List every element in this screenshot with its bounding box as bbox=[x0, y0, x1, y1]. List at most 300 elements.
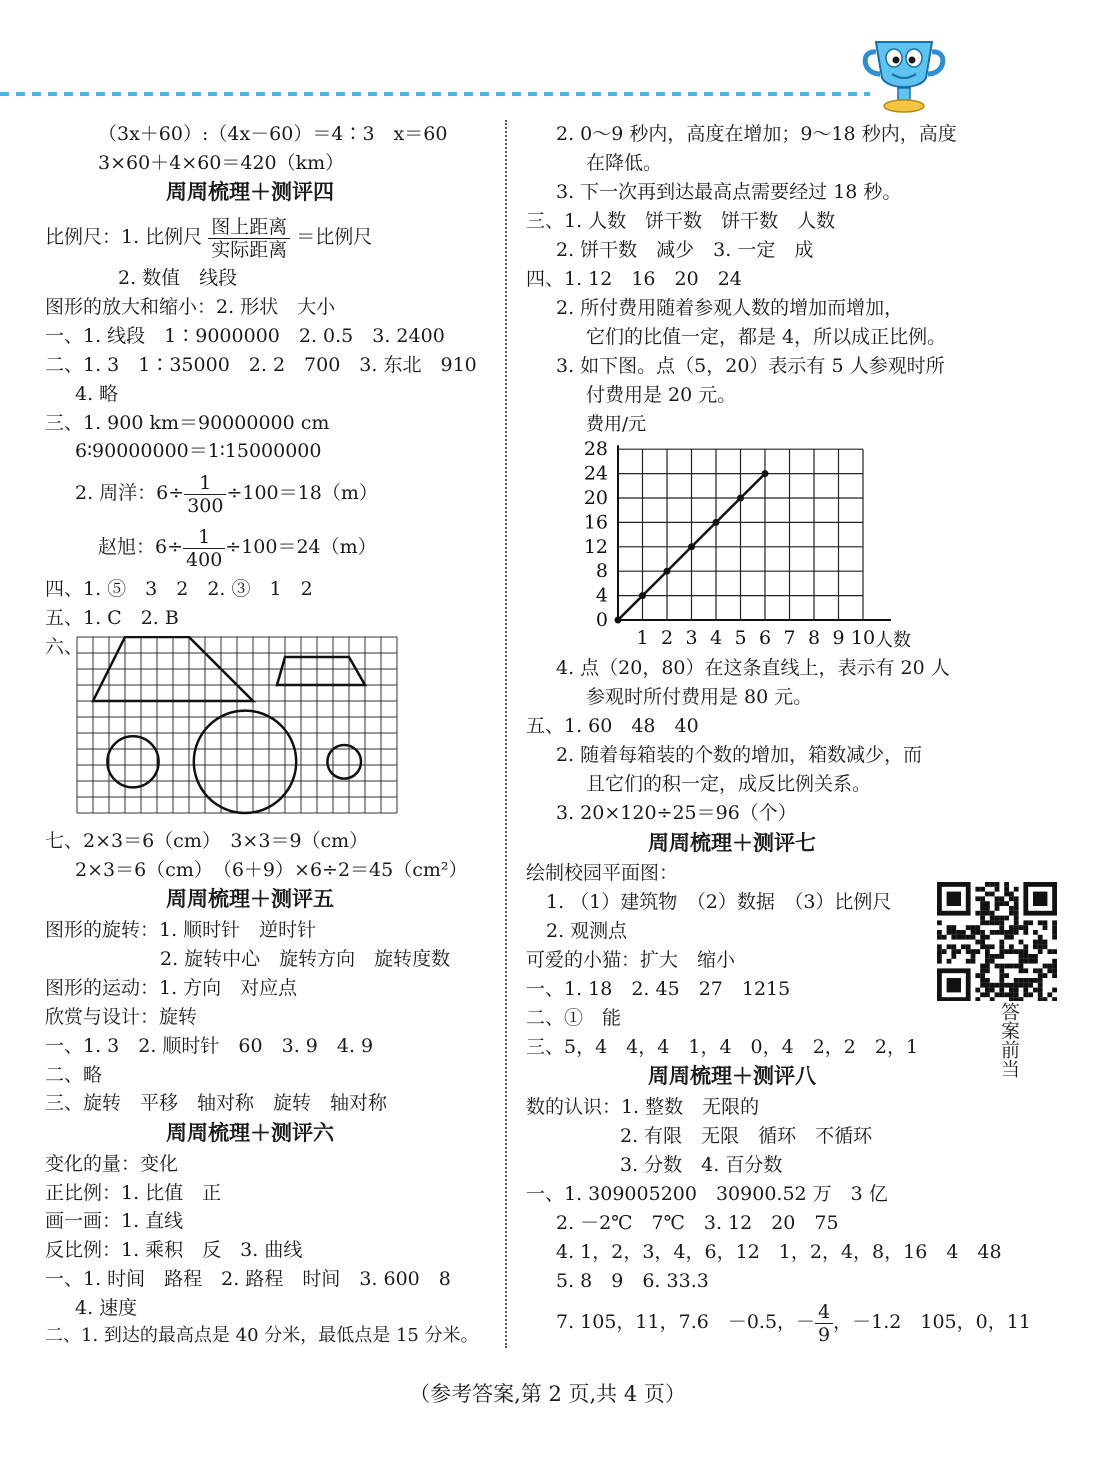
right-line-s8f: 4. 1，2，3，4，6，12 1，2，4，8，16 4 48 bbox=[556, 1241, 1002, 1263]
chart-data-point bbox=[762, 470, 769, 477]
qr-module bbox=[1038, 944, 1043, 949]
qr-module bbox=[1028, 983, 1033, 988]
qr-module bbox=[1009, 988, 1014, 993]
qr-module bbox=[951, 954, 956, 959]
left-line-s5e: 一、1. 3 2. 顺时针 60 3. 9 4. 9 bbox=[45, 1035, 374, 1057]
qr-module bbox=[1043, 997, 1048, 1001]
fraction-scale: $\frac{\text{图上距离}}{\text{实际距离}}$ bbox=[208, 216, 290, 261]
left-line-2: 3×60＋4×60＝420（km） bbox=[98, 152, 345, 174]
right-line-3: 3. 下一次再到达最高点需要经过 18 秒。 bbox=[556, 181, 902, 203]
qr-finder bbox=[947, 892, 961, 906]
qr-module bbox=[999, 916, 1004, 921]
qr-module bbox=[999, 925, 1004, 930]
qr-finder bbox=[947, 978, 961, 992]
chart-x-tick-label: 1 bbox=[636, 627, 649, 649]
qr-module bbox=[1023, 978, 1028, 983]
qr-module bbox=[1019, 968, 1024, 973]
right-line-13: 五、1. 60 48 40 bbox=[526, 715, 699, 737]
right-line-12: 参观时所付费用是 80 元。 bbox=[586, 686, 813, 708]
right-line-s7a: 绘制校园平面图： bbox=[526, 862, 679, 884]
qr-module bbox=[999, 983, 1004, 988]
left-line-s5c: 图形的运动：1. 方向 对应点 bbox=[45, 977, 298, 999]
qr-module bbox=[966, 944, 971, 949]
right-line-s7e: 一、1. 18 2. 45 27 1215 bbox=[526, 978, 791, 1000]
qr-module bbox=[995, 964, 1000, 969]
qr-module bbox=[1038, 983, 1043, 988]
qr-module bbox=[980, 992, 985, 997]
chart-data-point bbox=[688, 543, 695, 550]
qr-module bbox=[985, 992, 990, 997]
qr-module bbox=[961, 944, 966, 949]
qr-module bbox=[995, 992, 1000, 997]
qr-module bbox=[1004, 973, 1009, 978]
qr-module bbox=[1019, 925, 1024, 930]
chart-y-tick-label: 20 bbox=[583, 487, 608, 509]
qr-module bbox=[1047, 949, 1052, 954]
qr-module bbox=[1023, 920, 1028, 925]
qr-module bbox=[1014, 997, 1019, 1001]
qr-module bbox=[1009, 896, 1014, 901]
qr-module bbox=[937, 935, 942, 940]
qr-module bbox=[1028, 992, 1033, 997]
qr-module bbox=[947, 959, 952, 964]
qr-module bbox=[947, 944, 952, 949]
qr-module bbox=[985, 968, 990, 973]
qr-module bbox=[1009, 983, 1014, 988]
qr-module bbox=[1028, 920, 1033, 925]
qr-module bbox=[1014, 983, 1019, 988]
chart-x-tick-label: 7 bbox=[783, 627, 796, 649]
qr-module bbox=[1009, 944, 1014, 949]
qr-module bbox=[1033, 968, 1038, 973]
qr-module bbox=[975, 930, 980, 935]
qr-module bbox=[1014, 992, 1019, 997]
chart-x-tick-label: 9 bbox=[832, 627, 845, 649]
qr-module bbox=[995, 882, 1000, 887]
chart-data-point bbox=[713, 519, 720, 526]
left-line-s4m: 六、 bbox=[45, 636, 84, 658]
qr-module bbox=[947, 925, 952, 930]
qr-module bbox=[1052, 997, 1057, 1001]
qr-module bbox=[999, 964, 1004, 969]
qr-module bbox=[980, 973, 985, 978]
left-line-s4b: 2. 数值 线段 bbox=[118, 267, 238, 289]
left-line-s5g: 三、旋转 平移 轴对称 旋转 轴对称 bbox=[45, 1092, 388, 1114]
qr-module bbox=[1019, 978, 1024, 983]
fraction-four-ninths: $\frac{4}{9}$ bbox=[815, 1301, 833, 1346]
qr-module bbox=[980, 887, 985, 892]
qr-module bbox=[990, 997, 995, 1001]
left-line-s4c: 图形的放大和缩小：2. 形状 大小 bbox=[45, 296, 336, 318]
qr-module bbox=[1033, 954, 1038, 959]
fraction-zhouyang: $\frac{1}{300}$ bbox=[184, 472, 226, 517]
qr-module bbox=[1038, 920, 1043, 925]
right-line-5: 2. 饼干数 减少 3. 一定 成 bbox=[556, 239, 814, 261]
right-line-2: 在降低。 bbox=[586, 152, 663, 174]
qr-module bbox=[999, 954, 1004, 959]
qr-module bbox=[1043, 964, 1048, 969]
chart-x-tick-label: 4 bbox=[709, 627, 723, 649]
right-line-s8h: 7. 105，11，7.6 －0.5，－ $\frac{4}{9}$ ，－1.2 105，0，11 bbox=[556, 1300, 1031, 1346]
qr-module bbox=[999, 973, 1004, 978]
qr-module bbox=[1023, 949, 1028, 954]
chart-x-tick-label: 8 bbox=[807, 627, 821, 649]
left-line-s6f: 4. 速度 bbox=[75, 1297, 138, 1319]
qr-module bbox=[980, 896, 985, 901]
qr-module bbox=[1014, 988, 1019, 993]
qr-module bbox=[1014, 906, 1019, 911]
qr-module bbox=[1052, 959, 1057, 964]
qr-module bbox=[1014, 916, 1019, 921]
qr-module bbox=[980, 983, 985, 988]
qr-module bbox=[985, 954, 990, 959]
qr-module bbox=[971, 959, 976, 964]
qr-module bbox=[961, 930, 966, 935]
qr-module bbox=[995, 906, 1000, 911]
qr-module bbox=[975, 887, 980, 892]
qr-module bbox=[1009, 925, 1014, 930]
qr-module bbox=[985, 988, 990, 993]
qr-module bbox=[980, 940, 985, 945]
qr-module bbox=[985, 920, 990, 925]
qr-module bbox=[975, 940, 980, 945]
qr-module bbox=[1052, 988, 1057, 993]
qr-module bbox=[985, 935, 990, 940]
cost-line-chart bbox=[580, 408, 940, 652]
qr-module bbox=[1004, 949, 1009, 954]
left-line-s6g: 二、1. 到达的最高点是 40 分米，最低点是 15 分米。 bbox=[45, 1325, 479, 1346]
trophy-mascot-icon bbox=[858, 30, 950, 114]
qr-module bbox=[1009, 949, 1014, 954]
qr-module bbox=[985, 911, 990, 916]
qr-module bbox=[966, 935, 971, 940]
qr-module bbox=[1009, 892, 1014, 897]
qr-module bbox=[1033, 940, 1038, 945]
qr-module bbox=[1052, 949, 1057, 954]
qr-module bbox=[1014, 901, 1019, 906]
qr-module bbox=[980, 978, 985, 983]
qr-module bbox=[980, 920, 985, 925]
qr-module bbox=[1019, 949, 1024, 954]
qr-module bbox=[995, 901, 1000, 906]
qr-module bbox=[1043, 944, 1048, 949]
qr-module bbox=[1004, 887, 1009, 892]
qr-module bbox=[980, 935, 985, 940]
qr-module bbox=[1038, 988, 1043, 993]
qr-module bbox=[1019, 940, 1024, 945]
qr-module bbox=[1023, 988, 1028, 993]
chart-y-tick-label: 0 bbox=[595, 609, 608, 631]
left-line-s6c: 画一画：1. 直线 bbox=[45, 1210, 184, 1232]
left-line-s4g: 三、1. 900 km＝90000000 cm bbox=[45, 412, 330, 434]
qr-module bbox=[1014, 978, 1019, 983]
qr-module bbox=[1019, 959, 1024, 964]
qr-module bbox=[985, 892, 990, 897]
left-line-s5d: 欣赏与设计：旋转 bbox=[45, 1006, 198, 1028]
left-line-s6a: 变化的量：变化 bbox=[45, 1153, 179, 1175]
qr-module bbox=[999, 988, 1004, 993]
page-footer: （参考答案,第 2 页,共 4 页） bbox=[409, 1382, 686, 1406]
qr-module bbox=[999, 940, 1004, 945]
qr-module bbox=[956, 930, 961, 935]
qr-module bbox=[1014, 896, 1019, 901]
right-line-s8b: 2. 有限 无限 循环 不循环 bbox=[620, 1125, 873, 1147]
qr-module bbox=[1014, 949, 1019, 954]
qr-module bbox=[985, 959, 990, 964]
left-line-s4f: 4. 略 bbox=[75, 383, 119, 405]
section-title-5: 周周梳理＋测评五 bbox=[166, 887, 334, 911]
qr-module bbox=[995, 920, 1000, 925]
right-line-s8e: 2. －2℃ 7℃ 3. 12 20 75 bbox=[556, 1212, 839, 1234]
qr-module bbox=[990, 954, 995, 959]
chart-x-tick-label: 10 bbox=[850, 627, 876, 649]
qr-module bbox=[1009, 997, 1014, 1001]
right-line-s7b: 1. （1）建筑物 （2）数据 （3）比例尺 bbox=[546, 891, 892, 913]
chart-y-tick-label: 8 bbox=[595, 560, 608, 583]
qr-module bbox=[1023, 930, 1028, 935]
qr-module bbox=[1023, 983, 1028, 988]
column-divider bbox=[505, 120, 507, 1348]
right-line-11: 4. 点（20，80）在这条直线上，表示有 20 人 bbox=[556, 657, 950, 679]
left-line-s4h: 6∶90000000＝1∶15000000 bbox=[75, 440, 322, 462]
qr-module bbox=[985, 944, 990, 949]
right-line-9: 3. 如下图。点（5，20）表示有 5 人参观时所 bbox=[556, 355, 945, 377]
qr-module bbox=[1004, 964, 1009, 969]
large-circle-shape bbox=[194, 711, 296, 813]
left-line-s5f: 二、略 bbox=[45, 1064, 103, 1086]
medium-circle-shape bbox=[107, 736, 158, 787]
right-line-s8c: 3. 分数 4. 百分数 bbox=[620, 1154, 783, 1176]
right-line-10: 付费用是 20 元。 bbox=[586, 384, 737, 406]
right-line-16: 3. 20×120÷25＝96（个） bbox=[556, 802, 797, 824]
qr-module bbox=[951, 935, 956, 940]
qr-module bbox=[985, 978, 990, 983]
qr-module bbox=[971, 949, 976, 954]
left-line-s6d: 反比例：1. 乘积 反 3. 曲线 bbox=[45, 1239, 303, 1261]
qr-module bbox=[980, 944, 985, 949]
qr-module bbox=[1004, 916, 1009, 921]
qr-module bbox=[995, 983, 1000, 988]
qr-module bbox=[980, 968, 985, 973]
qr-module bbox=[951, 925, 956, 930]
qr-module bbox=[1038, 968, 1043, 973]
header-dotted-line bbox=[0, 92, 870, 96]
right-line-15: 且它们的积一定，成反比例关系。 bbox=[586, 773, 872, 795]
qr-module bbox=[1009, 906, 1014, 911]
qr-module bbox=[1009, 992, 1014, 997]
qr-module bbox=[999, 992, 1004, 997]
qr-module bbox=[1052, 964, 1057, 969]
qr-module bbox=[985, 964, 990, 969]
qr-module bbox=[1033, 978, 1038, 983]
qr-module bbox=[1019, 997, 1024, 1001]
right-line-s8d: 一、1. 309005200 30900.52 万 3 亿 bbox=[526, 1183, 888, 1205]
right-line-s7g: 三、5，4 4，4 1，4 0，4 2，2 2，1 bbox=[526, 1036, 919, 1058]
qr-module bbox=[1038, 997, 1043, 1001]
qr-module bbox=[975, 896, 980, 901]
qr-module bbox=[990, 959, 995, 964]
qr-module bbox=[1033, 959, 1038, 964]
chart-data-point bbox=[639, 592, 646, 599]
qr-module bbox=[1023, 944, 1028, 949]
qr-module bbox=[1014, 964, 1019, 969]
left-line-s4e: 二、1. 3 1∶35000 2. 2 700 3. 东北 910 bbox=[45, 354, 477, 376]
qr-module bbox=[999, 978, 1004, 983]
qr-module bbox=[1014, 887, 1019, 892]
qr-module bbox=[985, 983, 990, 988]
right-line-s8a: 数的认识：1. 整数 无限的 bbox=[526, 1096, 760, 1118]
qr-module bbox=[1047, 992, 1052, 997]
qr-module bbox=[971, 925, 976, 930]
qr-module bbox=[990, 911, 995, 916]
qr-module bbox=[1038, 973, 1043, 978]
qr-module bbox=[1009, 964, 1014, 969]
section-title-4: 周周梳理＋测评四 bbox=[166, 180, 334, 204]
qr-module bbox=[1038, 949, 1043, 954]
qr-module bbox=[971, 954, 976, 959]
qr-module bbox=[990, 920, 995, 925]
qr-module bbox=[1009, 930, 1014, 935]
qr-module bbox=[1052, 930, 1057, 935]
qr-module bbox=[1043, 940, 1048, 945]
fraction-zhaoxu: $\frac{1}{400}$ bbox=[183, 526, 225, 571]
chart-x-tick-label: 6 bbox=[758, 627, 772, 649]
right-line-s7d: 可爱的小猫：扩大 缩小 bbox=[526, 949, 736, 971]
section-title-7: 周周梳理＋测评七 bbox=[648, 831, 816, 855]
qr-module bbox=[990, 983, 995, 988]
qr-module bbox=[1052, 968, 1057, 973]
chart-data-point bbox=[615, 617, 622, 624]
chart-y-tick-label: 28 bbox=[583, 438, 608, 461]
qr-module bbox=[1019, 954, 1024, 959]
qr-module bbox=[966, 925, 971, 930]
qr-code-icon[interactable] bbox=[934, 879, 1060, 1001]
left-line-s6e: 一、1. 时间 路程 2. 路程 时间 3. 600 8 bbox=[45, 1268, 451, 1290]
qr-module bbox=[980, 930, 985, 935]
chart-y-tick-label: 12 bbox=[583, 535, 608, 558]
qr-module bbox=[975, 949, 980, 954]
left-line-s6b: 正比例：1. 比值 正 bbox=[45, 1182, 222, 1204]
qr-module bbox=[999, 968, 1004, 973]
right-line-14: 2. 随着每箱装的个数的增加，箱数减少，而 bbox=[556, 744, 923, 766]
qr-module bbox=[999, 944, 1004, 949]
right-line-8: 它们的比值一定，都是 4，所以成正比例。 bbox=[586, 326, 947, 348]
scale-definition: 比例尺：1. 比例尺 $\frac{\text{图上距离}}{\text{实际距离}}$ ＝比例尺 bbox=[45, 215, 373, 261]
qr-module bbox=[951, 944, 956, 949]
qr-module bbox=[966, 949, 971, 954]
qr-module bbox=[947, 930, 952, 935]
qr-module bbox=[1019, 983, 1024, 988]
qr-module bbox=[999, 901, 1004, 906]
qr-module bbox=[1023, 925, 1028, 930]
right-line-1: 2. 0～9 秒内，高度在增加；9～18 秒内，高度 bbox=[556, 123, 957, 145]
qr-module bbox=[995, 930, 1000, 935]
qr-module bbox=[1028, 954, 1033, 959]
section-title-8: 周周梳理＋测评八 bbox=[648, 1064, 816, 1088]
qr-module bbox=[990, 882, 995, 887]
qr-module bbox=[951, 930, 956, 935]
qr-module bbox=[985, 906, 990, 911]
qr-module bbox=[995, 954, 1000, 959]
qr-module bbox=[1023, 954, 1028, 959]
qr-module bbox=[1038, 992, 1043, 997]
qr-module bbox=[1009, 935, 1014, 940]
chart-y-tick-label: 16 bbox=[583, 511, 608, 534]
qr-module bbox=[1038, 978, 1043, 983]
qr-module bbox=[1028, 959, 1033, 964]
qr-module bbox=[971, 930, 976, 935]
qr-module bbox=[961, 935, 966, 940]
qr-module bbox=[951, 949, 956, 954]
qr-module bbox=[985, 882, 990, 887]
qr-module bbox=[990, 892, 995, 897]
chart-x-tick-label: 5 bbox=[734, 627, 747, 649]
chart-x-tick-label: 2 bbox=[660, 627, 674, 649]
qr-module bbox=[1033, 988, 1038, 993]
qr-module bbox=[1052, 925, 1057, 930]
right-line-4: 三、1. 人数 饼干数 饼干数 人数 bbox=[526, 210, 836, 232]
qr-module bbox=[1014, 911, 1019, 916]
qr-module bbox=[1033, 930, 1038, 935]
qr-module bbox=[975, 997, 980, 1001]
qr-module bbox=[980, 916, 985, 921]
qr-module bbox=[980, 906, 985, 911]
qr-module bbox=[1004, 892, 1009, 897]
shapes-grid-figure bbox=[76, 636, 398, 822]
qr-module bbox=[980, 964, 985, 969]
qr-module bbox=[975, 911, 980, 916]
qr-module bbox=[975, 973, 980, 978]
qr-module bbox=[956, 935, 961, 940]
qr-module bbox=[995, 887, 1000, 892]
qr-module bbox=[990, 930, 995, 935]
qr-module bbox=[1019, 964, 1024, 969]
right-line-7: 2. 所付费用随着参观人数的增加而增加， bbox=[556, 297, 904, 319]
qr-module bbox=[1004, 935, 1009, 940]
calc-zhaoxu: 赵旭：6÷ $\frac{1}{400}$ ÷100＝24（m） bbox=[98, 525, 377, 571]
right-line-s7f: 二、① 能 bbox=[526, 1007, 622, 1029]
qr-module bbox=[1052, 973, 1057, 978]
qr-module bbox=[1028, 978, 1033, 983]
section-title-6: 周周梳理＋测评六 bbox=[166, 1121, 334, 1145]
qr-module bbox=[937, 920, 942, 925]
chart-x-tick-label: 3 bbox=[685, 627, 698, 649]
qr-module bbox=[1052, 935, 1057, 940]
qr-module bbox=[1004, 901, 1009, 906]
qr-module bbox=[1038, 935, 1043, 940]
small-trapezoid-shape bbox=[277, 657, 365, 685]
chart-data-point bbox=[737, 495, 744, 502]
qr-module bbox=[990, 916, 995, 921]
left-line-s4d: 一、1. 线段 1∶9000000 2. 0.5 3. 2400 bbox=[45, 325, 445, 347]
chart-x-axis-label: 人数 bbox=[875, 630, 911, 651]
qr-module bbox=[937, 949, 942, 954]
qr-module bbox=[1052, 920, 1057, 925]
right-line-s7c: 2. 观测点 bbox=[546, 920, 628, 942]
qr-module bbox=[1004, 930, 1009, 935]
qr-module bbox=[971, 935, 976, 940]
left-line-s4o: 2×3＝6（cm） （6＋9）×6÷2＝45（cm²） bbox=[75, 859, 468, 881]
qr-module bbox=[975, 988, 980, 993]
qr-module bbox=[942, 935, 947, 940]
qr-module bbox=[1043, 973, 1048, 978]
calc-zhouyang: 2. 周洋：6÷ $\frac{1}{300}$ ÷100＝18（m） bbox=[75, 471, 378, 517]
qr-module bbox=[956, 949, 961, 954]
qr-module bbox=[1023, 992, 1028, 997]
qr-module bbox=[999, 920, 1004, 925]
qr-module bbox=[995, 896, 1000, 901]
qr-module bbox=[980, 901, 985, 906]
